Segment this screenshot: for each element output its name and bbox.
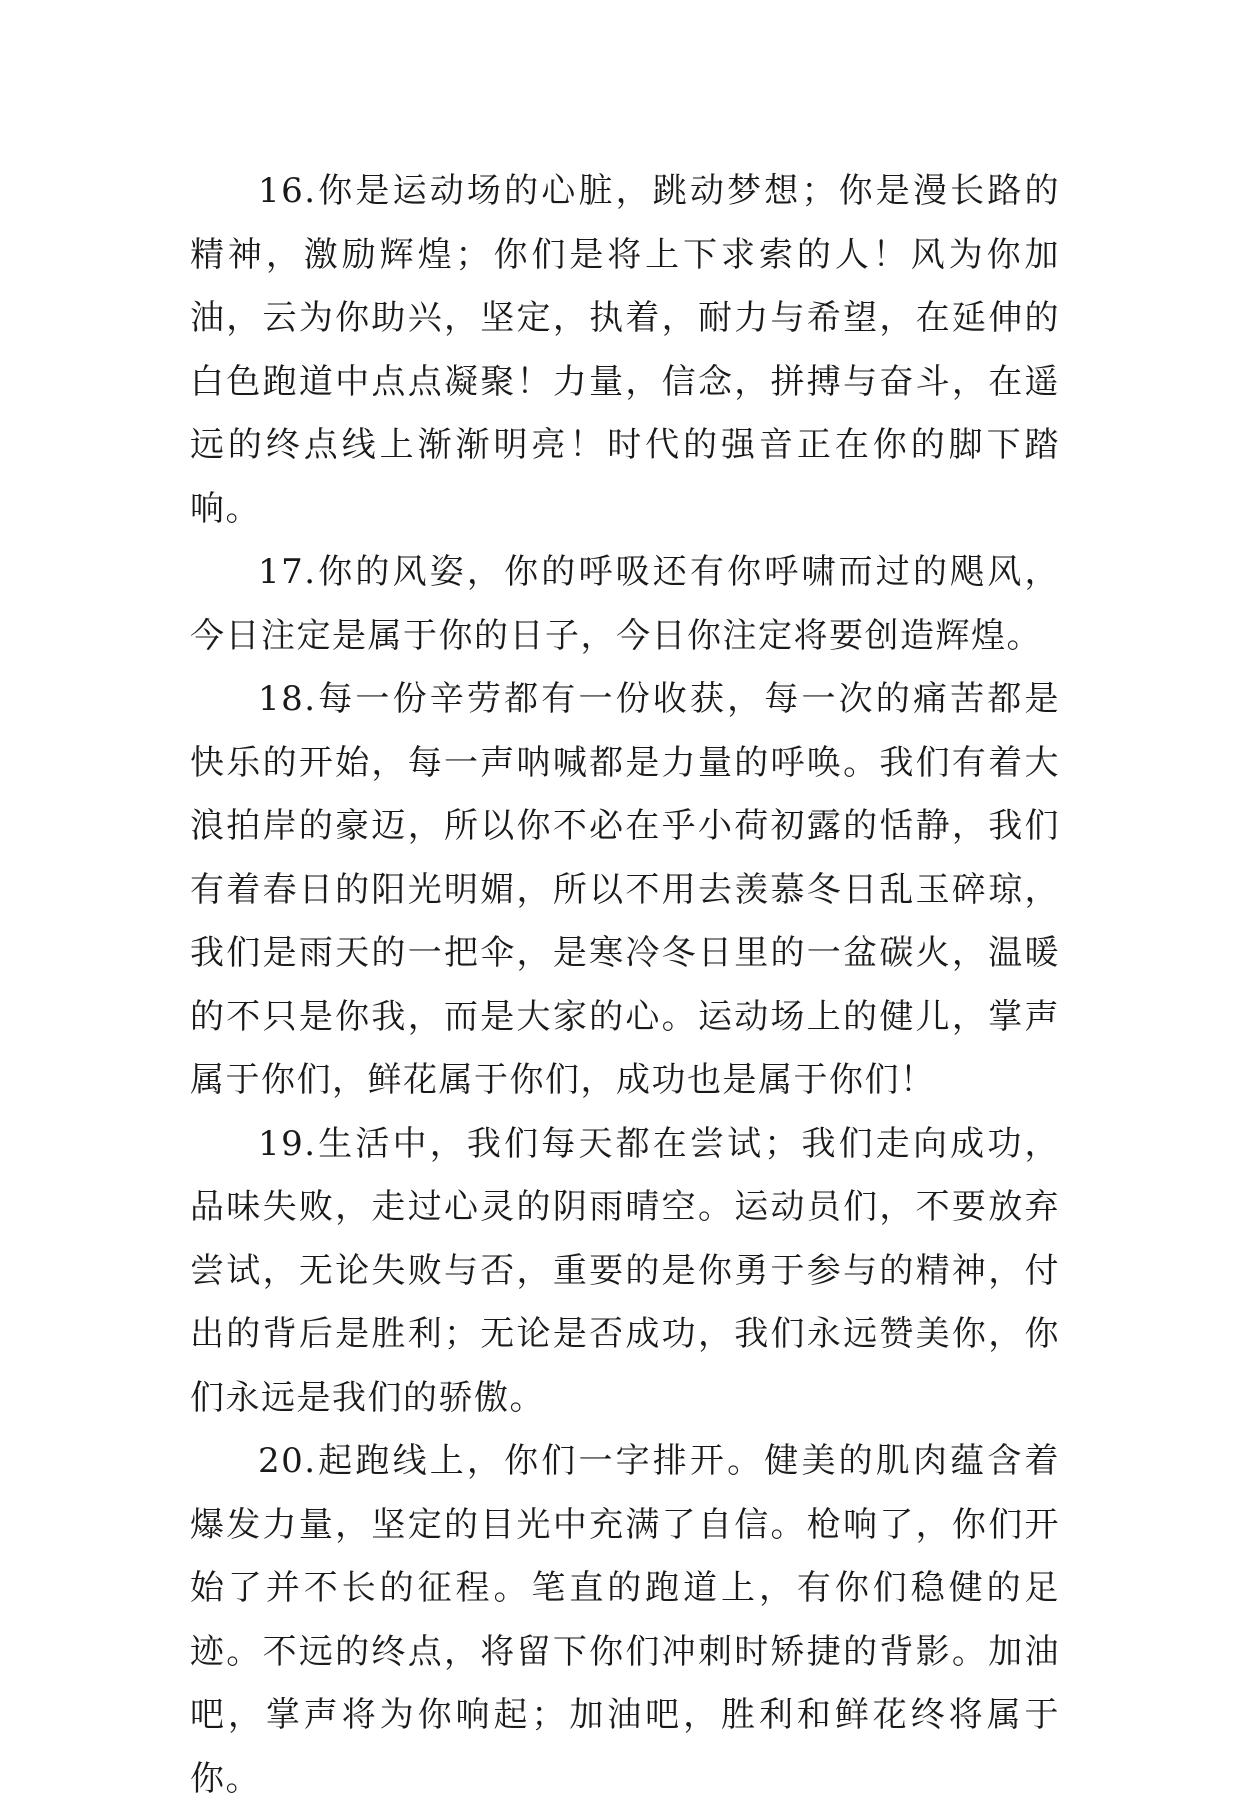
paragraph-17: 17.你的风姿，你的呼吸还有你呼啸而过的飓风，今日注定是属于你的日子，今日你注定将要创造辉煌。 <box>190 552 1060 656</box>
paragraph-16: 16.你是运动场的心脏，跳动梦想；你是漫长路的精神，激励辉煌；你们是将上下求索的人！风为你加油，云为你助兴，坚定，执着，耐力与希望，在延伸的白色跑道中点点凝聚！力量，信念，拼搏与奋斗，在遥远的终点线上渐渐明亮！时代的强音正在你的脚下踏响。 <box>190 171 1060 529</box>
paragraph-18: 18.每一份辛劳都有一份收获，每一次的痛苦都是快乐的开始，每一声呐喊都是力量的呼唤。我们有着大浪拍岸的豪迈，所以你不必在乎小荷初露的恬静，我们有着春日的阳光明媚，所以不用去羡慕冬日乱玉碎琼，我们是雨天的一把伞，是寒冷冬日里的一盆碳火，温暖的不只是你我，而是大家的心。运动场上的健儿，掌声属于你们，鲜花属于你们，成功也是属于你们！ <box>190 679 1060 1100</box>
document-body <box>190 160 1060 1811</box>
paragraph-19: 19.生活中，我们每天都在尝试；我们走向成功，品味失败，走过心灵的阴雨晴空。运动员们，不要放弃尝试，无论失败与否，重要的是你勇于参与的精神，付出的背后是胜利；无论是否成功，我们永远赞美你，你们永远是我们的骄傲。 <box>190 1123 1060 1418</box>
paragraph-20: 20.起跑线上，你们一字排开。健美的肌肉蕴含着爆发力量，坚定的目光中充满了自信。枪响了，你们开始了并不长的征程。笔直的跑道上，有你们稳健的足迹。不远的终点，将留下你们冲刺时矫捷的背影。加油吧，掌声将为你响起；加油吧，胜利和鲜花终将属于你。 <box>190 1441 1060 1799</box>
